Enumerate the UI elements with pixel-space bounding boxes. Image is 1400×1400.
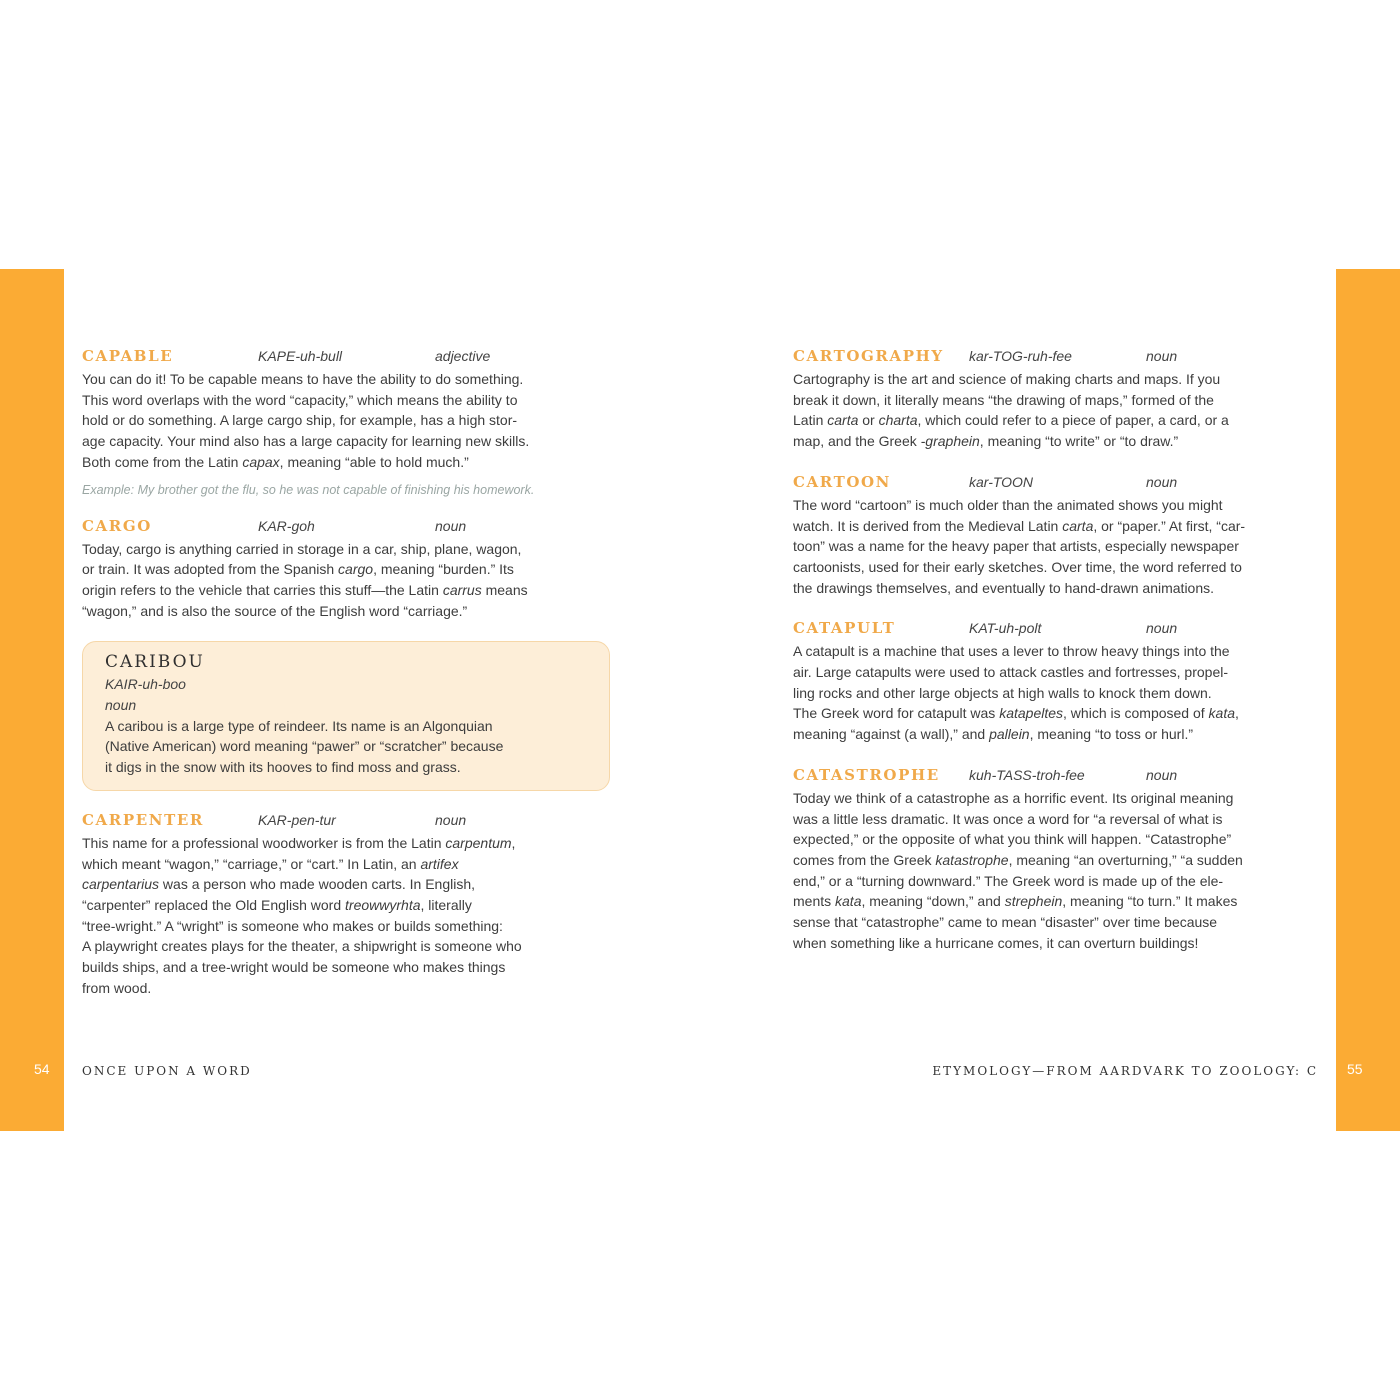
- entry-headword: CARTOGRAPHY: [793, 347, 944, 365]
- entry-headword: CAPABLE: [82, 347, 174, 365]
- entry-pronunciation: KAR-pen-tur: [258, 811, 336, 828]
- entry-pronunciation: kar-TOG-ruh-fee: [969, 348, 1072, 364]
- entry-example: Example: My brother got the flu, so he was not capable of finishing his homework.: [82, 482, 535, 497]
- dictionary-entry: [793, 619, 1316, 745]
- dictionary-entry: [793, 347, 1316, 452]
- entry-definition: Cartography is the art and science of making charts and maps. If you break it down, it literally means “the drawing of maps,” formed of the Latin carta or charta, which could refer to a piece of paper, a card, or a map, and the Greek -graphein, meaning “to write” or “to draw.”: [793, 371, 1229, 450]
- right-page-column: [793, 347, 1316, 973]
- entry-part-of-speech: noun: [1146, 766, 1178, 783]
- entry-part-of-speech: adjective: [435, 348, 491, 364]
- dictionary-entry: [793, 473, 1316, 599]
- right-page-number: 55: [1347, 1061, 1363, 1077]
- entry-headword: CATASTROPHE: [793, 765, 940, 784]
- entry-part-of-speech: noun: [1146, 620, 1178, 637]
- callout-pronunciation: KAIR-uh-boo: [105, 676, 186, 693]
- entry-definition: Today we think of a catastrophe as a horrific event. Its original meaning was a little less dramatic. It was once a word for “a reversal of what is expected,” or the opposite of what you think will happen. “Catastrophe” comes from the Greek katastrophe, meaning “an overturning,” “a sudden end,” or a “turning downward.” The Greek word is made up of the ele- ments kata, meaning “down,” and strephein, meaning “to turn.” It makes sense that “catastrophe” came to mean “disaster” over time because when something like a hurricane comes, it can overturn buildings!: [793, 789, 1243, 951]
- entry-part-of-speech: noun: [435, 517, 467, 534]
- dictionary-entry: [793, 766, 1316, 954]
- dictionary-entry: [82, 347, 610, 497]
- dictionary-entry: [82, 517, 610, 622]
- entry-headword: CARPENTER: [82, 810, 204, 829]
- dictionary-entry: [82, 811, 610, 999]
- left-running-head: ONCE UPON A WORD: [82, 1064, 252, 1078]
- entry-definition: This name for a professional woodworker is from the Latin carpentum, which meant “wagon,” “carriage,” or “cart.” In Latin, an artifex carpentarius was a person who made wooden carts. In English, “carpenter” replaced the Old English word treowwyrhta, literally “tree-wright.” A “wright” is someone who makes or builds something: A playwright creates plays for the theater, a shipwright is someone who builds ships, and a tree-wright would be someone who makes things from wood.: [82, 834, 522, 996]
- entry-pronunciation: kuh-TASS-troh-fee: [969, 766, 1085, 783]
- left-page-number: 54: [34, 1061, 50, 1077]
- caribou-callout-box: [82, 641, 610, 791]
- entry-part-of-speech: noun: [1146, 348, 1178, 364]
- entry-part-of-speech: noun: [435, 811, 467, 828]
- entry-pronunciation: KAPE-uh-bull: [258, 348, 343, 364]
- entry-headword: CARGO: [82, 516, 152, 535]
- entry-headword: CATAPULT: [793, 619, 896, 638]
- entry-pronunciation: KAT-uh-polt: [969, 620, 1042, 637]
- entry-pronunciation: kar-TOON: [969, 473, 1034, 490]
- callout-headword: CARIBOU: [105, 652, 205, 673]
- entry-part-of-speech: noun: [1146, 473, 1178, 490]
- entry-definition: A catapult is a machine that uses a lever to throw heavy things into the air. Large catapults were used to attack castles and fortresses, propel- ling rocks and other large objects at high walls to knock them down. The Greek word for catapult was katapeltes, which is composed of kata, meaning “against (a wall),” and pallein, meaning “to toss or hurl.”: [793, 643, 1239, 743]
- callout-part-of-speech: noun: [105, 697, 137, 714]
- entry-definition: You can do it! To be capable means to have the ability to do something. This word overlaps with the word “capacity,” which means the ability to hold or do something. A large cargo ship, for example, has a high stor- age capacity. Your mind also has a large capacity for learning new skills. Both come from the Latin capax, meaning “able to hold much.”: [82, 371, 530, 470]
- right-running-head: ETYMOLOGY—FROM AARDVARK TO ZOOLOGY: C: [932, 1064, 1318, 1078]
- left-color-band: [0, 269, 64, 1131]
- entry-headword: CARTOON: [793, 472, 891, 491]
- right-color-band: [1336, 269, 1400, 1131]
- entry-pronunciation: KAR-goh: [258, 517, 315, 534]
- book-spread: [0, 269, 1400, 1131]
- left-page-column: [82, 347, 610, 1018]
- entry-definition: Today, cargo is anything carried in storage in a car, ship, plane, wagon, or train. It was adopted from the Spanish cargo, meaning “burden.” Its origin refers to the vehicle that carries this stuff—the Latin carrus means “wagon,” and is also the source of the English word “carriage.”: [82, 540, 528, 619]
- entry-definition: The word “cartoon” is much older than the animated shows you might watch. It is derived from the Medieval Latin carta, or “paper.” At first, “car- toon” was a name for the heavy paper that artists, especially newspaper cartoonists, used for their early sketches. Over time, the word referred to the drawings themselves, and eventually to hand-drawn animations.: [793, 496, 1246, 596]
- callout-definition: A caribou is a large type of reindeer. Its name is an Algonquian (Native American) word meaning “pawer” or “scratcher” because it digs in the snow with its hooves to find moss and grass.: [105, 717, 504, 776]
